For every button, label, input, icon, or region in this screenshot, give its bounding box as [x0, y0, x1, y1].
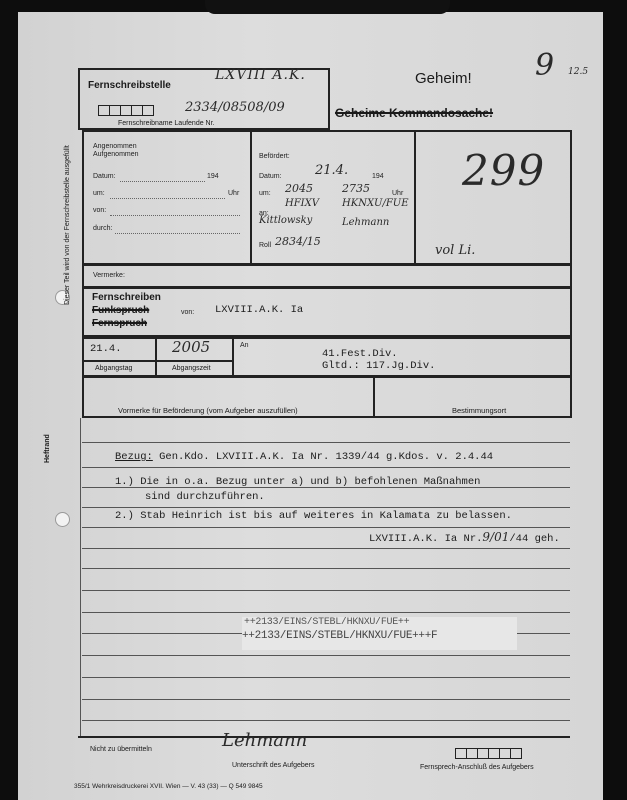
vormerke-label: Vormerke für Beförderung (vom Aufgeber auszufüllen)	[118, 406, 298, 415]
classification: Geheim!	[415, 70, 472, 87]
corner-mark: 9	[535, 48, 555, 83]
vermerke-row	[82, 264, 572, 288]
sent-uhr: Uhr	[392, 190, 404, 197]
addressee1: 41.Fest.Div.	[322, 348, 398, 360]
sent-datum-label: Datum:	[259, 173, 282, 180]
serial-caption: Fernschreibname Laufende Nr.	[118, 120, 215, 127]
von-label: von:	[93, 207, 107, 214]
bestimmungsort-label: Bestimmungsort	[452, 406, 507, 415]
body-ref	[115, 451, 493, 463]
um-label: um:	[93, 190, 105, 197]
an-value2: HKNXU/FUE	[342, 198, 409, 209]
body-signature-line	[369, 530, 560, 545]
heftrand-label: Heftrand	[44, 434, 51, 463]
year-label: 194	[207, 173, 219, 180]
body-ref-label: Bezug:	[115, 451, 153, 463]
body-point-1-cont: sind durchzuführen.	[145, 491, 265, 503]
station-unit: LXVIII A.K.	[215, 67, 306, 83]
sent-time1: 2045	[285, 182, 313, 195]
corner-small: 12.5	[568, 67, 589, 77]
abgangszeit-value: 2005	[172, 338, 211, 356]
abgangstag-label: Abgangstag	[95, 365, 133, 372]
datum-label: Datum:	[93, 173, 116, 180]
body-point-1: 1.) Die in o.a. Bezug unter a) und b) befohlenen Maßnahmen	[115, 476, 481, 488]
an-value1: HFIXV	[285, 198, 319, 209]
durch-value1: Kittlowsky	[259, 215, 313, 226]
signature: Lehmann	[222, 730, 308, 751]
unterschrift-label: Unterschrift des Aufgebers	[232, 762, 315, 769]
received-title: Angenommen	[93, 143, 137, 150]
sign-prefix: LXVIII.A.K. Ia Nr.	[369, 533, 483, 545]
sent-time2: 2735	[342, 182, 370, 195]
stamp-line1: ++2133/EINS/STEBL/HKNXU/FUE++	[244, 617, 410, 628]
an2-label: An	[240, 342, 249, 349]
addressee2: Gltd.: 117.Jg.Div.	[322, 360, 436, 372]
sender: LXVIII.A.K. Ia	[215, 304, 304, 316]
serial-number: 2334/08508/09	[185, 100, 285, 115]
stamp-line2: ++2133/EINS/STEBL/HKNXU/FUE+++F	[242, 630, 438, 642]
received-title2: Aufgenommen	[93, 151, 139, 158]
sent-um-label: um:	[259, 190, 271, 197]
durch-value2: Lehmann	[342, 217, 390, 228]
divider	[250, 130, 252, 265]
punch-hole	[55, 512, 70, 527]
uhr-label: Uhr	[228, 190, 240, 197]
durch-label: durch:	[93, 225, 113, 232]
side-note: Dieser Teil wird von der Fernschreibstelle ausgefüllt	[64, 145, 71, 305]
type-fernspruch: Fernspruch	[92, 318, 148, 329]
roll-value: 2834/15	[275, 235, 321, 248]
classification-struck: Geheime Kommandosache!	[335, 106, 494, 120]
big-number: 299	[462, 146, 546, 195]
body-ref-text: Gen.Kdo. LXVIII.A.K. Ia Nr. 1339/44 g.Kdos. v. 2.4.44	[159, 451, 494, 463]
sign-number: 9/01	[482, 530, 510, 544]
station-label: Fernschreibstelle	[88, 80, 171, 91]
vermerke-label: Vermerke:	[93, 272, 125, 279]
roll-label: Roll	[259, 242, 272, 249]
type-funkspruch: Funkspruch	[92, 305, 150, 316]
divider	[414, 130, 416, 265]
abgangszeit-label: Abgangszeit	[172, 365, 211, 372]
sent-an-label: an:	[259, 210, 269, 217]
clip-tab	[205, 0, 450, 14]
fernsprech-label: Fernsprech-Anschluß des Aufgebers	[420, 764, 534, 771]
phone-squares	[455, 746, 521, 764]
sent-title: Befördert:	[259, 153, 290, 160]
sign-tail: /44 geh.	[509, 533, 560, 545]
initial: vol Li.	[435, 243, 476, 258]
tape-strip	[242, 617, 517, 650]
sent-date: 21.4.	[315, 163, 349, 178]
nicht-label: Nicht zu übermitteln	[90, 746, 152, 753]
footer-print: 355/1 Wehrkreisdruckerei XVII. Wien — V. 43 (33) — Q 549 9845	[74, 783, 263, 790]
sent-year: 194	[372, 173, 384, 180]
serial-squares	[98, 103, 153, 121]
abgangstag-value: 21.4.	[90, 343, 122, 355]
von-field-label: von:	[181, 309, 195, 316]
type-fernschreiben: Fernschreiben	[92, 292, 161, 303]
body-point-2: 2.) Stab Heinrich ist bis auf weiteres in Kalamata zu belassen.	[115, 510, 512, 522]
